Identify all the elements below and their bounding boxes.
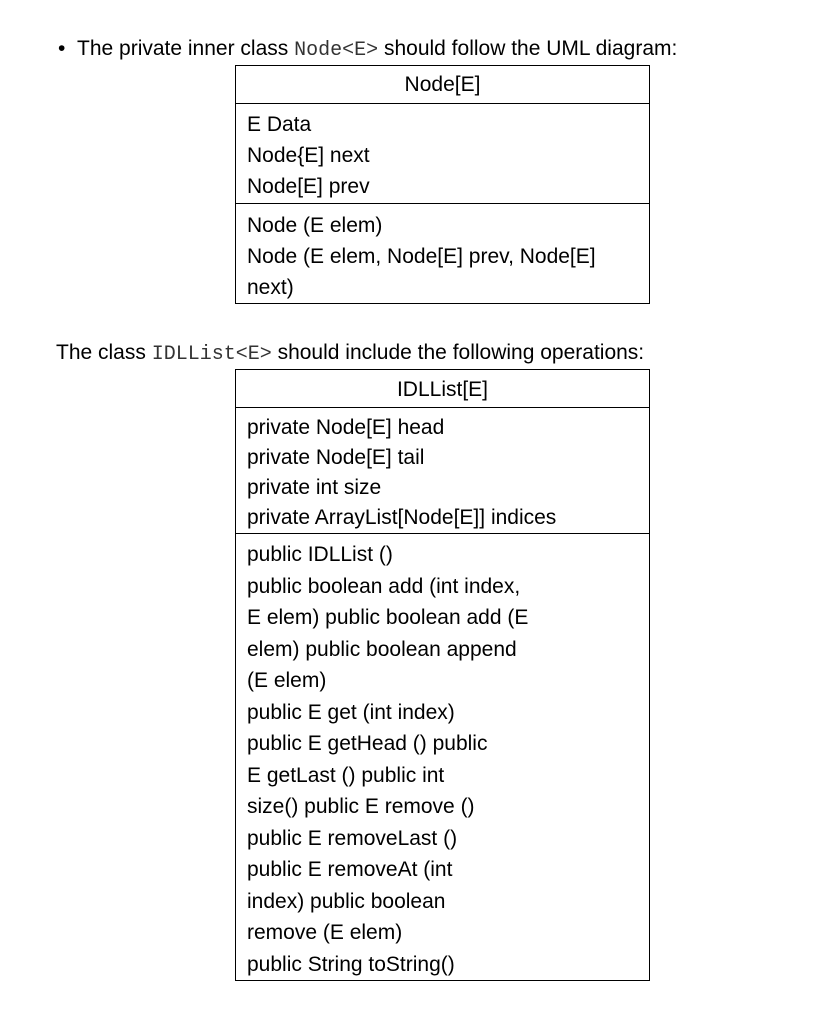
intro-node-code: Node<E> xyxy=(294,39,379,62)
idllist-attribute: private Node[E] tail xyxy=(247,446,425,469)
node-method: Node (E elem) xyxy=(247,214,383,237)
intro-node-text-before: The private inner class xyxy=(77,37,295,60)
bullet-icon: • xyxy=(58,37,66,60)
node-attribute: Node{E] next xyxy=(247,144,370,167)
idllist-method: public E get (int index) xyxy=(247,700,455,724)
idllist-uml-title: IDLList[E] xyxy=(236,370,649,408)
idllist-method: public String toString() xyxy=(247,952,455,976)
idllist-method: E getLast () public int xyxy=(247,763,445,787)
idllist-method: public boolean add (int index, xyxy=(247,574,521,598)
idllist-uml-attributes xyxy=(236,408,649,534)
idllist-attribute: private Node[E] head xyxy=(247,416,445,439)
idllist-method: remove (E elem) xyxy=(247,921,403,944)
idllist-uml-diagram xyxy=(235,369,650,981)
idllist-method: public E removeLast () xyxy=(247,826,458,850)
intro-idllist-code: IDLList<E> xyxy=(151,343,272,366)
intro-idllist-text-after: should include the following operations: xyxy=(271,341,645,364)
idllist-method: elem) public boolean append xyxy=(247,637,517,661)
node-uml-diagram xyxy=(235,65,650,304)
idllist-method: public E getHead () public xyxy=(247,732,488,755)
node-method: Node (E elem, Node[E] prev, Node[E] xyxy=(247,245,596,268)
idllist-uml-methods xyxy=(236,534,649,980)
intro-idllist-sentence xyxy=(56,340,644,368)
idllist-method: public E removeAt (int xyxy=(247,858,453,881)
idllist-attribute: private int size xyxy=(247,476,382,499)
intro-node-sentence xyxy=(77,36,677,64)
node-uml-title: Node[E] xyxy=(236,66,649,104)
intro-idllist-text-before: The class xyxy=(56,341,152,364)
intro-node-text-after: should follow the UML diagram: xyxy=(378,37,678,60)
node-uml-attributes xyxy=(236,104,649,204)
node-attribute: E Data xyxy=(247,113,312,136)
node-attribute: Node[E] prev xyxy=(247,175,370,198)
idllist-method: public IDLList () xyxy=(247,543,393,566)
idllist-method: index) public boolean xyxy=(247,889,446,913)
idllist-method: E elem) public boolean add (E xyxy=(247,606,529,629)
idllist-method: size() public E remove () xyxy=(247,795,475,818)
node-uml-methods xyxy=(236,204,649,303)
node-method: next) xyxy=(247,276,294,299)
idllist-attribute: private ArrayList[Node[E]] indices xyxy=(247,506,557,529)
idllist-method: (E elem) xyxy=(247,669,327,692)
